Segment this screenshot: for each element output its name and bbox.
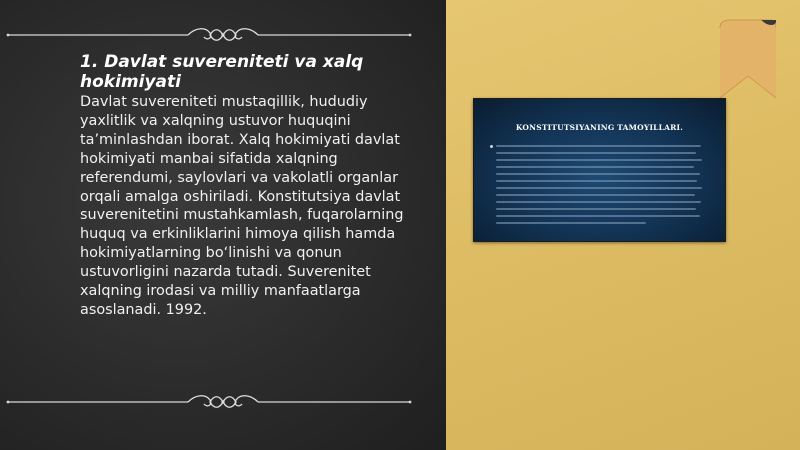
image-text-line bbox=[496, 187, 702, 189]
flourish-divider-icon bbox=[0, 391, 446, 413]
image-text-line bbox=[496, 152, 696, 154]
image-text-line bbox=[496, 145, 701, 147]
image-text-line bbox=[496, 215, 700, 217]
image-heading: KONSTITUTSIYANING TAMOYILLARI. bbox=[515, 123, 684, 132]
slide-title: 1. Davlat suvereniteti va xalq hokimiyati bbox=[80, 52, 364, 92]
image-text-line bbox=[496, 180, 697, 182]
image-text-line bbox=[496, 194, 695, 196]
slide-body-text: Davlat suvereniteti mustaqillik, hududiy yaxlitlik va xalqning ustuvor huquqini ta’minlashdan iborat. Xalq hokimiyati davlat hokimiyati manbai sifatida xalqning referendumi, saylovlari va vakolatli organlar orqali amalga oshiriladi. Konstitutsiya davlat suverenitetini mustahkamlash, fuqarolarning huquq va erkinliklarini himoya qilish hamda hokimiyatlarning bo‘linishi va qonun ustuvorligini nazarda tutadi. Suverenitet xalqning irodasi va milliy manfaatlarga asoslanadi. 1992. bbox=[80, 94, 404, 318]
image-bullet bbox=[490, 145, 493, 148]
image-text-line bbox=[496, 208, 696, 210]
image-text-line bbox=[496, 222, 646, 224]
image-text-line bbox=[496, 201, 701, 203]
image-text-line bbox=[496, 159, 702, 161]
bookmark-ribbon-icon bbox=[718, 18, 776, 100]
constitution-principles-image bbox=[473, 98, 726, 242]
image-text-line bbox=[496, 173, 700, 175]
image-text-line bbox=[496, 166, 694, 168]
flourish-divider-icon bbox=[0, 24, 446, 46]
